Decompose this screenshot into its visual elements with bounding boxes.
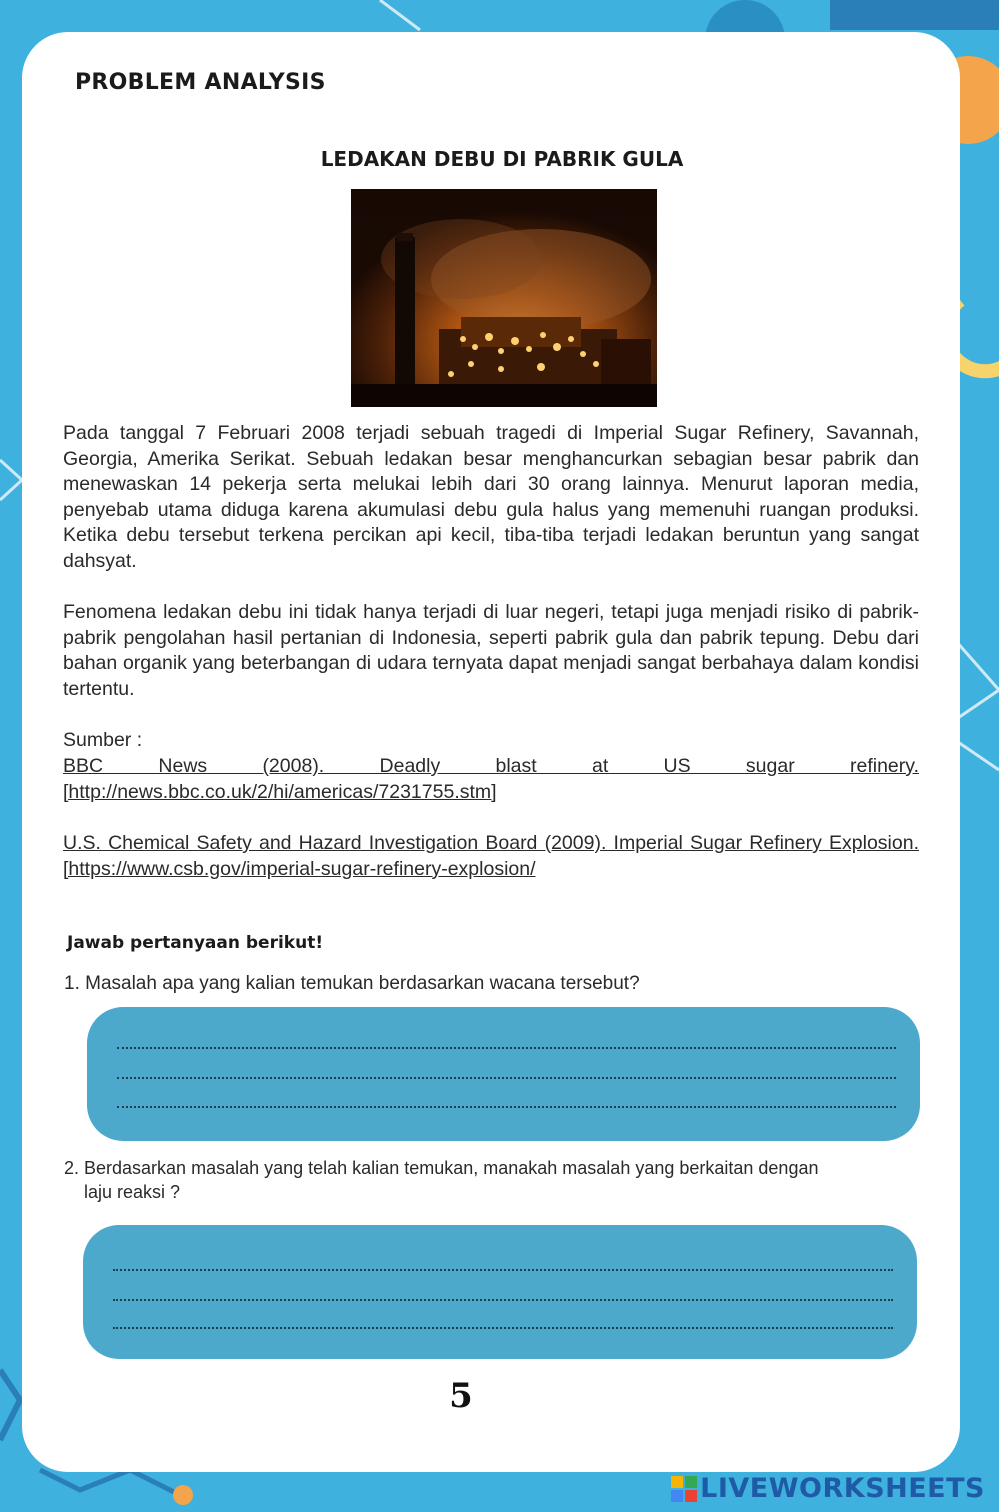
answer-line xyxy=(117,1047,896,1049)
instruction-heading: Jawab pertanyaan berikut! xyxy=(67,933,324,953)
question-2-line-1: 2. Berdasarkan masalah yang telah kalian temukan, manakah masalah yang berkaitan dengan xyxy=(64,1158,819,1178)
answer-line xyxy=(117,1106,896,1108)
refinery-photo xyxy=(351,189,657,407)
source-1-link[interactable]: [http://news.bbc.co.uk/2/hi/americas/7231755.stm] xyxy=(63,781,497,803)
article-paragraph-2: Fenomena ledakan debu ini tidak hanya terjadi di luar negeri, tetapi juga menjadi risiko di pabrik-pabrik pengolahan hasil pertanian di Indonesia, seperti pabrik gula dan pabrik tepung. Debu dari bahan organik yang beterbangan di udara ternyata dapat menjadi sangat berbahaya dalam kondisi tertentu. xyxy=(63,601,919,700)
question-1: 1. Masalah apa yang kalian temukan berdasarkan wacana tersebut? xyxy=(64,973,640,994)
answer-line xyxy=(113,1299,893,1301)
liveworksheets-logo[interactable] xyxy=(671,1473,985,1504)
article-paragraph-1: Pada tanggal 7 Februari 2008 terjadi sebuah tragedi di Imperial Sugar Refinery, Savannah, Georgia, Amerika Serikat. Sebuah ledakan besar menghancurkan sebagian besar pabrik dan menewaskan 14 pekerja serta melukai lebih dari 30 orang lainnya. Menurut laporan media, penyebab utama diduga karena akumulasi debu gula halus yang memenuhi ruangan produksi. Ketika debu tersebut terkena percikan api kecil, tiba-tiba terjadi ledakan beruntun yang sangat dahsyat. xyxy=(63,422,919,572)
source-2-link[interactable]: U.S. Chemical Safety and Hazard Investigation Board (2009). Imperial Sugar Refinery Explosion. [https://www.csb.gov/imperial-sugar-refinery-explosion/ xyxy=(63,832,919,880)
answer-box-1[interactable] xyxy=(87,1007,920,1141)
page-number: 5 xyxy=(449,1376,473,1416)
section-label: PROBLEM ANALYSIS xyxy=(75,70,326,95)
question-2-line-2: laju reaksi ? xyxy=(84,1182,181,1202)
answer-line xyxy=(117,1077,896,1079)
source-1-citation[interactable]: BBC News (2008). Deadly blast at US sugar refinery. xyxy=(63,755,919,777)
answer-line xyxy=(113,1327,893,1329)
brand-name: LIVEWORKSHEETS xyxy=(700,1473,985,1504)
worksheet-page xyxy=(22,32,960,1472)
article-title: LEDAKAN DEBU DI PABRIK GULA xyxy=(320,147,684,171)
question-2 xyxy=(64,1156,904,1204)
answer-box-2[interactable] xyxy=(83,1225,917,1359)
answer-line xyxy=(113,1269,893,1271)
liveworksheets-icon xyxy=(671,1476,697,1502)
source-label: Sumber : xyxy=(63,729,143,751)
